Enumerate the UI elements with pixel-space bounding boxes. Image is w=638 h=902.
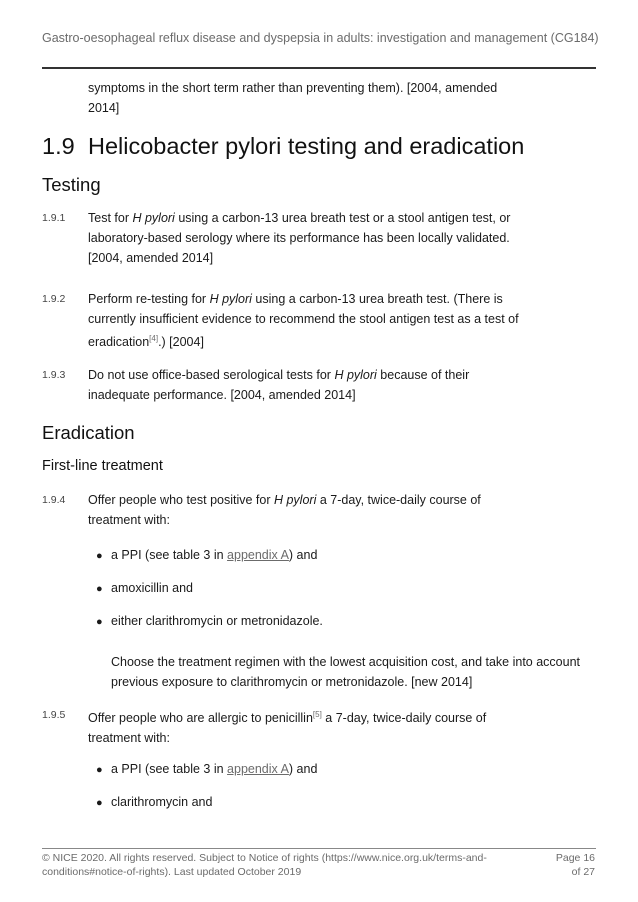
list-item-text: ) and — [288, 762, 318, 776]
rec-text: Offer people who are allergic to penicillin — [88, 711, 313, 726]
page-total: of 27 — [571, 866, 595, 878]
rec-1-9-4-line-1 — [88, 490, 558, 510]
organism-name: H pylori — [132, 211, 175, 225]
section-heading — [42, 133, 524, 160]
list-item-text: amoxicillin and — [111, 581, 193, 595]
rec-1-9-3-line-1 — [88, 365, 558, 385]
rec-1-9-1-line-3: [2004, amended 2014] — [88, 251, 214, 265]
rec-text: Do not use office-based serological tests for — [88, 368, 335, 382]
footnote-ref-5[interactable]: [5] — [312, 710, 322, 719]
eradication-heading: Eradication — [42, 422, 135, 443]
recommendation-1-9-2 — [88, 289, 558, 352]
rec-number-1-9-2: 1.9.2 — [42, 293, 66, 305]
rec-1-9-1-line-2: laboratory-based serology where its performance has been locally validated. — [88, 231, 510, 245]
page-number — [556, 851, 595, 879]
rec-number-1-9-3: 1.9.3 — [42, 369, 66, 381]
rec-text: a 7-day, twice-daily course of — [316, 493, 481, 507]
rec-number-1-9-5: 1.9.5 — [42, 709, 66, 721]
section-title: Helicobacter pylori testing and eradication — [88, 133, 525, 159]
list-item-text: either clarithromycin or metronidazole. — [111, 614, 323, 628]
rec-1-9-4-note — [111, 652, 611, 692]
note-line-1: Choose the treatment regimen with the lowest acquisition cost, and take into account — [111, 655, 581, 669]
note-line-2: previous exposure to clarithromycin or metronidazole. [new 2014] — [111, 675, 473, 689]
bullet-icon: ● — [96, 797, 103, 809]
appendix-a-link[interactable]: appendix A — [227, 548, 289, 562]
rec-1-9-2-line-1 — [88, 289, 558, 309]
bullet-icon: ● — [96, 583, 103, 595]
rec-text: Offer people who test positive for — [88, 493, 274, 507]
section-number: 1.9 — [42, 133, 75, 159]
rec-1-9-1-line-1 — [88, 208, 558, 228]
rec-text: using a carbon-13 urea breath test. (There is — [251, 292, 503, 306]
testing-heading: Testing — [42, 174, 101, 195]
intro-line-2: 2014] — [88, 101, 120, 115]
organism-name: H pylori — [273, 493, 317, 507]
footnote-ref-4[interactable]: [4] — [149, 334, 159, 343]
list-item — [96, 548, 317, 562]
intro-paragraph — [88, 78, 558, 118]
list-item-text: ) and — [288, 548, 318, 562]
rec-1-9-5-line-2: treatment with: — [88, 731, 170, 746]
bullet-icon: ● — [96, 550, 103, 562]
rec-number-1-9-4: 1.9.4 — [42, 494, 66, 506]
rec-text: because of their — [376, 368, 470, 382]
list-item-text: a PPI (see table 3 in — [111, 762, 228, 776]
rec-text: Perform re-testing for — [88, 292, 210, 306]
running-header: Gastro-oesophageal reflux disease and dyspepsia in adults: investigation and management (CG184) — [42, 31, 599, 45]
organism-name: H pylori — [209, 292, 252, 306]
rec-text: eradication — [88, 335, 150, 350]
rec-text: Test for — [88, 211, 133, 225]
rec-text: using a carbon-13 urea breath test or a stool antigen test, or — [174, 211, 511, 225]
footer-divider — [42, 848, 596, 849]
appendix-a-link[interactable]: appendix A — [227, 762, 289, 776]
rec-1-9-2-line-2: currently insufficient evidence to recommend the stool antigen test as a test of — [88, 312, 519, 326]
list-item — [96, 795, 212, 809]
list-item-text: a PPI (see table 3 in — [111, 548, 228, 562]
rec-1-9-3-line-2: inadequate performance. [2004, amended 2014] — [88, 388, 356, 402]
recommendation-1-9-5 — [88, 705, 558, 748]
recommendation-1-9-3 — [88, 365, 558, 405]
bullet-icon: ● — [96, 764, 103, 776]
recommendation-1-9-4 — [88, 490, 558, 530]
organism-name: H pylori — [334, 368, 377, 382]
list-item — [96, 762, 317, 776]
list-item-text: clarithromycin and — [111, 795, 213, 809]
rec-text: a 7-day, twice-daily course of — [321, 711, 487, 726]
list-item — [96, 614, 323, 628]
copyright-line-2: conditions#notice-of-rights). Last updated October 2019 — [42, 866, 302, 878]
rec-1-9-2-line-3 — [88, 329, 558, 352]
rec-1-9-5-line-1 — [88, 705, 558, 728]
header-divider — [42, 67, 596, 69]
bullet-icon: ● — [96, 616, 103, 628]
recommendation-1-9-1 — [88, 208, 558, 268]
rec-number-1-9-1: 1.9.1 — [42, 212, 66, 224]
first-line-treatment-heading: First-line treatment — [42, 458, 163, 474]
copyright-line-1: © NICE 2020. All rights reserved. Subject to Notice of rights (https://www.nice.org.uk/terms-and- — [42, 852, 487, 864]
copyright-notice — [42, 851, 512, 879]
intro-line-1: symptoms in the short term rather than preventing them). [2004, amended — [88, 81, 498, 95]
list-item — [96, 581, 193, 595]
rec-1-9-4-line-2: treatment with: — [88, 513, 170, 527]
page-current: Page 16 — [555, 852, 595, 864]
rec-text: .) [2004] — [158, 335, 204, 350]
